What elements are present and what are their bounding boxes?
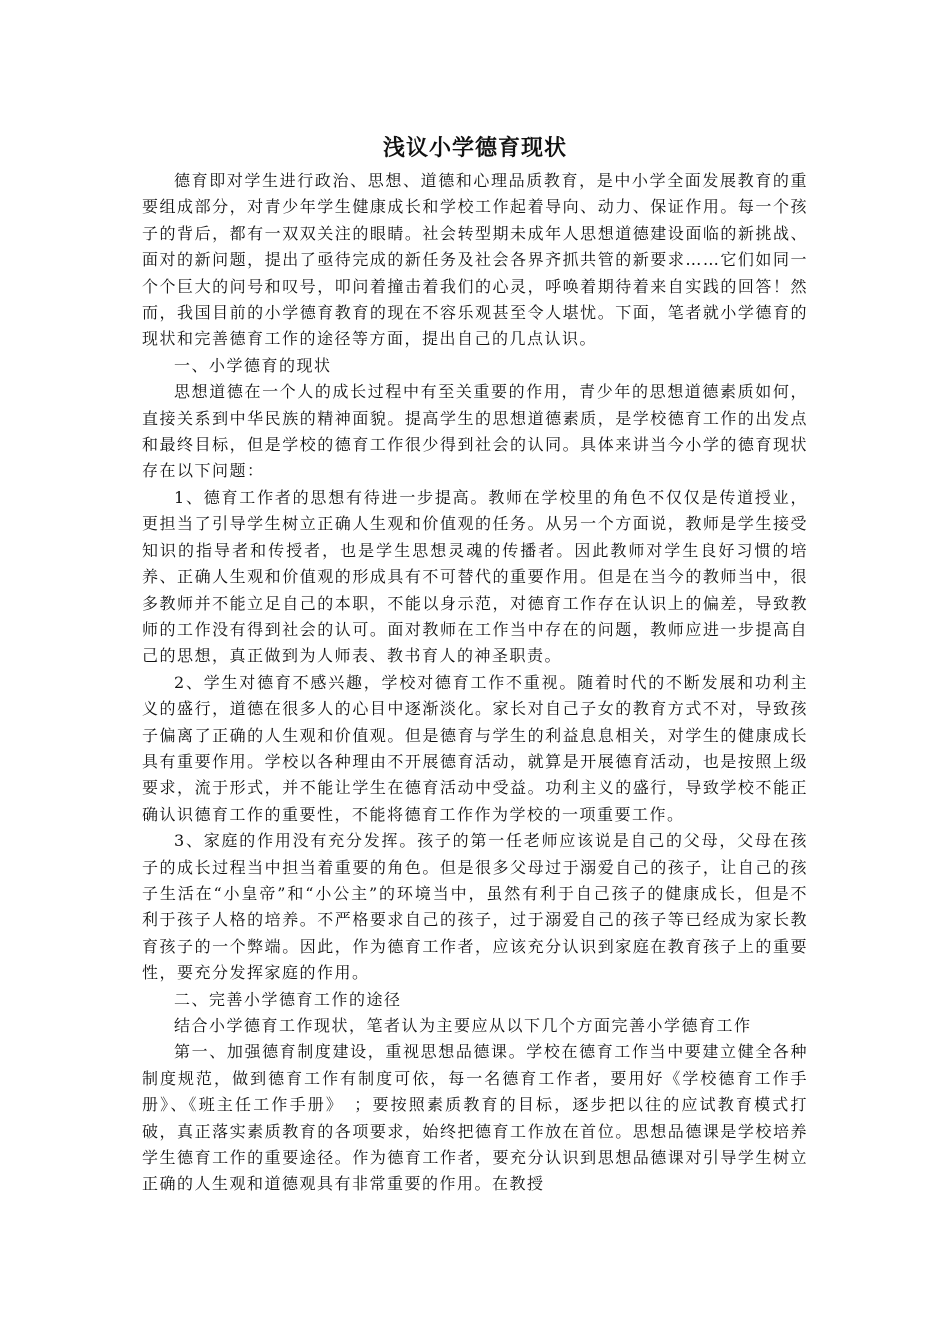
paragraph-point-2: 2、学生对德育不感兴趣，学校对德育工作不重视。随着时代的不断发展和功利主义的盛行，道德在很多人的心目中逐渐淡化。家长对自己子女的教育方式不对，导致孩子偏离了正确的人生观和价值观。但是德育与学生的利益息息相关，对学生的健康成长具有重要作用。学校以各种理由不开展德育活动，就算是开展德育活动，也是按照上级要求，流于形式，并不能让学生在德育活动中受益。功利主义的盛行，导致学校不能正确认识德育工作的重要性，不能将德育工作作为学校的一项重要工作。 bbox=[142, 672, 808, 824]
document-title: 浅议小学德育现状 bbox=[382, 135, 567, 161]
section-heading-1: 一、小学德育的现状 bbox=[174, 355, 332, 375]
paragraph-point-3: 3、家庭的作用没有充分发挥。孩子的第一任老师应该说是自己的父母，父母在孩子的成长过程当中担当着重要的角色。但是很多父母过于溺爱自己的孩子，让自己的孩子生活在“小皇帝”和“小公主”的环境当中，虽然有利于自己孩子的健康成长，但是不利于孩子人格的培养。不严格要求自己的孩子，过于溺爱自己的孩子等已经成为家长教育孩子的一个弊端。因此，作为德育工作者，应该充分认识到家庭在教育孩子上的重要性，要充分发挥家庭的作用。 bbox=[142, 831, 808, 983]
paragraph-point-1: 1、德育工作者的思想有待进一步提高。教师在学校里的角色不仅仅是传道授业，更担当了引导学生树立正确人生观和价值观的任务。从另一个方面说，教师是学生接受知识的指导者和传授者，也是学生思想灵魂的传播者。因此教师对学生良好习惯的培养、正确人生观和价值观的形成具有不可替代的重要作用。但是在当今的教师当中，很多教师并不能立足自己的本职，不能以身示范，对德育工作存在认识上的偏差，导致教师的工作没有得到社会的认可。面对教师在工作当中存在的问题，教师应进一步提高自己的思想，真正做到为人师表、教书育人的神圣职责。 bbox=[142, 487, 808, 666]
paragraph-status-overview: 思想道德在一个人的成长过程中有至关重要的作用，青少年的思想道德素质如何，直接关系到中华民族的精神面貌。提高学生的思想道德素质，是学校德育工作的出发点和最终目标，但是学校的德育工作很少得到社会的认同。具体来讲当今小学的德育现状存在以下问题： bbox=[142, 382, 808, 481]
document-page bbox=[142, 128, 808, 1198]
paragraph-approach-intro: 结合小学德育工作现状，笔者认为主要应从以下几个方面完善小学德育工作 bbox=[174, 1016, 752, 1035]
paragraph-intro: 德育即对学生进行政治、思想、道德和心理品质教育，是中小学全面发展教育的重要组成部分，对青少年学生健康成长和学校工作起着导向、动力、保证作用。每一个孩子的背后，都有一双双关注的眼睛。社会转型期未成年人思想道德建设面临的新挑战、面对的新问题，提出了亟待完成的新任务及社会各界齐抓共管的新要求……它们如同一个个巨大的问号和叹号，叩问着撞击着我们的心灵，呼唤着期待着来自实践的回答！然而，我国目前的小学德育教育的现在不容乐观甚至令人堪忧。下面，笔者就小学德育的现状和完善德育工作的途径等方面，提出自己的几点认识。 bbox=[142, 171, 808, 349]
section-heading-2: 二、完善小学德育工作的途径 bbox=[174, 989, 402, 1009]
paragraph-approach-1: 第一、加强德育制度建设，重视思想品德课。学校在德育工作当中要建立健全各种制度规范，做到德育工作有制度可依，每一名德育工作者，要用好《学校德育工作手册》、《班主任工作手册》 ；要按照素质教育的目标，逐步把以往的应试教育模式打破，真正落实素质教育的各项要求，始终把德育工作放在首位。思想品德课是学校培养学生德育工作的重要途径。作为德育工作者，要充分认识到思想品德课对引导学生树立正确的人生观和道德观具有非常重要的作用。在教授 bbox=[142, 1042, 808, 1194]
